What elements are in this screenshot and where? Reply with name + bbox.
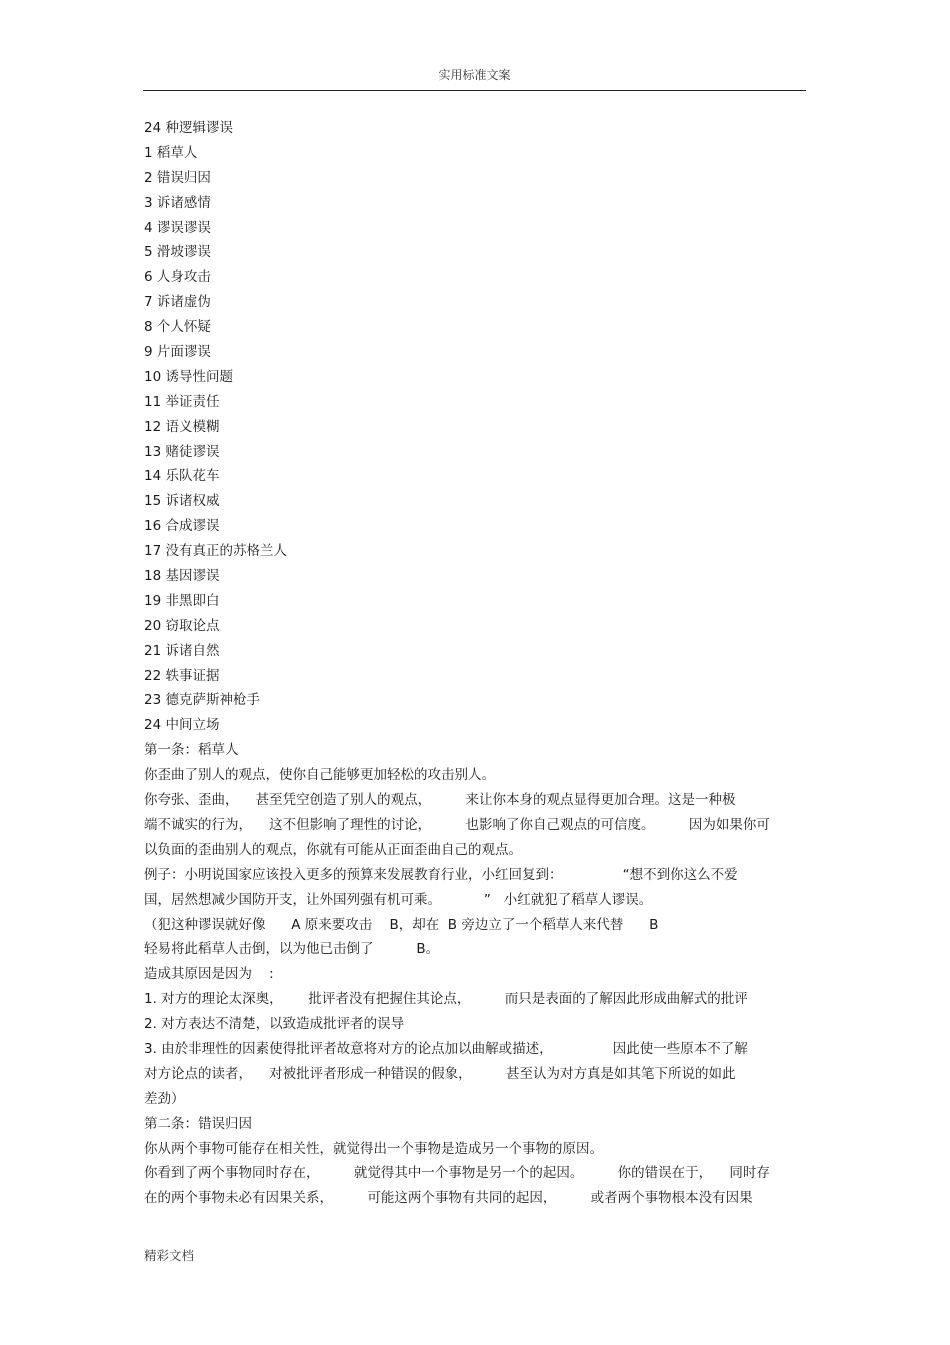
text-line: 10 诱导性问题: [144, 368, 233, 385]
text-line: （犯这种谬误就好像 A 原来要攻击 B，却在 B 旁边立了一个稻草人来代替 B: [144, 916, 659, 933]
text-line: 23 德克萨斯神枪手: [144, 692, 260, 709]
text-line: 24 种逻辑谬误: [144, 120, 233, 136]
text-line: 12 语义模糊: [144, 418, 220, 435]
text-line: 3. 由於非理性的因素使得批评者故意将对方的论点加以曲解或描述， 因此使一些原本不了解: [144, 1040, 748, 1057]
text-line: 你从两个事物可能存在相关性，就觉得出一个事物是造成另一个事物的原因。: [144, 1140, 603, 1157]
text-line: 11 举证责任: [144, 393, 220, 410]
page-header: 实用标准文案: [438, 68, 511, 82]
header-rule: [143, 90, 806, 91]
text-line: 5 滑坡谬误: [144, 244, 211, 261]
text-line: 以负面的歪曲别人的观点，你就有可能从正面歪曲自己的观点。: [144, 841, 522, 858]
text-line: 6 人身攻击: [144, 269, 211, 286]
text-line: 13 赌徒谬误: [144, 443, 220, 460]
text-line: 差劲）: [144, 1090, 185, 1107]
text-line: 你看到了两个事物同时存在， 就觉得其中一个事物是另一个的起因。 你的错误在于， 同时存: [144, 1165, 770, 1182]
text-line: 21 诉诸自然: [144, 642, 220, 659]
text-line: 1. 对方的理论太深奥， 批评者没有把握住其论点， 而只是表面的了解因此形成曲解式的批评: [144, 991, 748, 1008]
text-line: 国，居然想减少国防开支，让外国列强有机可乘。 ” 小红就犯了稻草人谬误。: [144, 891, 653, 908]
text-line: 22 轶事证据: [144, 667, 220, 684]
text-line: 9 片面谬误: [144, 344, 211, 361]
text-line: 7 诉诸虚伪: [144, 294, 211, 311]
text-line: 4 谬误谬误: [144, 219, 211, 236]
text-line: 17 没有真正的苏格兰人: [144, 543, 287, 560]
text-line: 轻易将此稻草人击倒，以为他已击倒了 B。: [144, 941, 440, 958]
text-line: 15 诉诸权威: [144, 493, 220, 510]
text-line: 3 诉诸感情: [144, 194, 211, 211]
text-line: 1 稻草人: [144, 144, 198, 161]
text-line: 2 错误归因: [144, 169, 211, 186]
text-line: 14 乐队花车: [144, 468, 220, 485]
text-line: 第一条：稻草人: [144, 742, 239, 759]
text-line: 造成其原因是因为 :: [144, 966, 274, 983]
text-line: 2. 对方表达不清楚，以致造成批评者的误导: [144, 1016, 405, 1033]
text-line: 16 合成谬误: [144, 518, 220, 535]
page-footer: 精彩文档: [144, 1248, 195, 1263]
text-line: 你歪曲了别人的观点，使你自己能够更加轻松的攻击别人。: [144, 767, 495, 784]
text-line: 24 中间立场: [144, 717, 220, 734]
text-line: 20 窃取论点: [144, 617, 220, 634]
text-line: 你夸张、歪曲， 甚至凭空创造了别人的观点， 来让你本身的观点显得更加合理。这是一种极: [144, 792, 736, 809]
text-line: 19 非黑即白: [144, 592, 220, 609]
text-line: 第二条：错误归因: [144, 1115, 252, 1132]
text-line: 18 基因谬误: [144, 568, 220, 585]
text-line: 对方论点的读者， 对被批评者形成一种错误的假象， 甚至认为对方真是如其笔下所说的如此: [144, 1065, 736, 1082]
document-body: [144, 116, 808, 1211]
text-line: 端不诚实的行为， 这不但影响了理性的讨论， 也影响了你自己观点的可信度。 因为如果你可: [144, 816, 770, 833]
text-line: 在的两个事物未必有因果关系， 可能这两个事物有共同的起因， 或者两个事物根本没有因果: [144, 1190, 753, 1207]
text-line: 例子：小明说国家应该投入更多的预算来发展教育行业，小红回复到： “想不到你这么不爱: [144, 866, 738, 883]
text-line: 8 个人怀疑: [144, 319, 211, 336]
